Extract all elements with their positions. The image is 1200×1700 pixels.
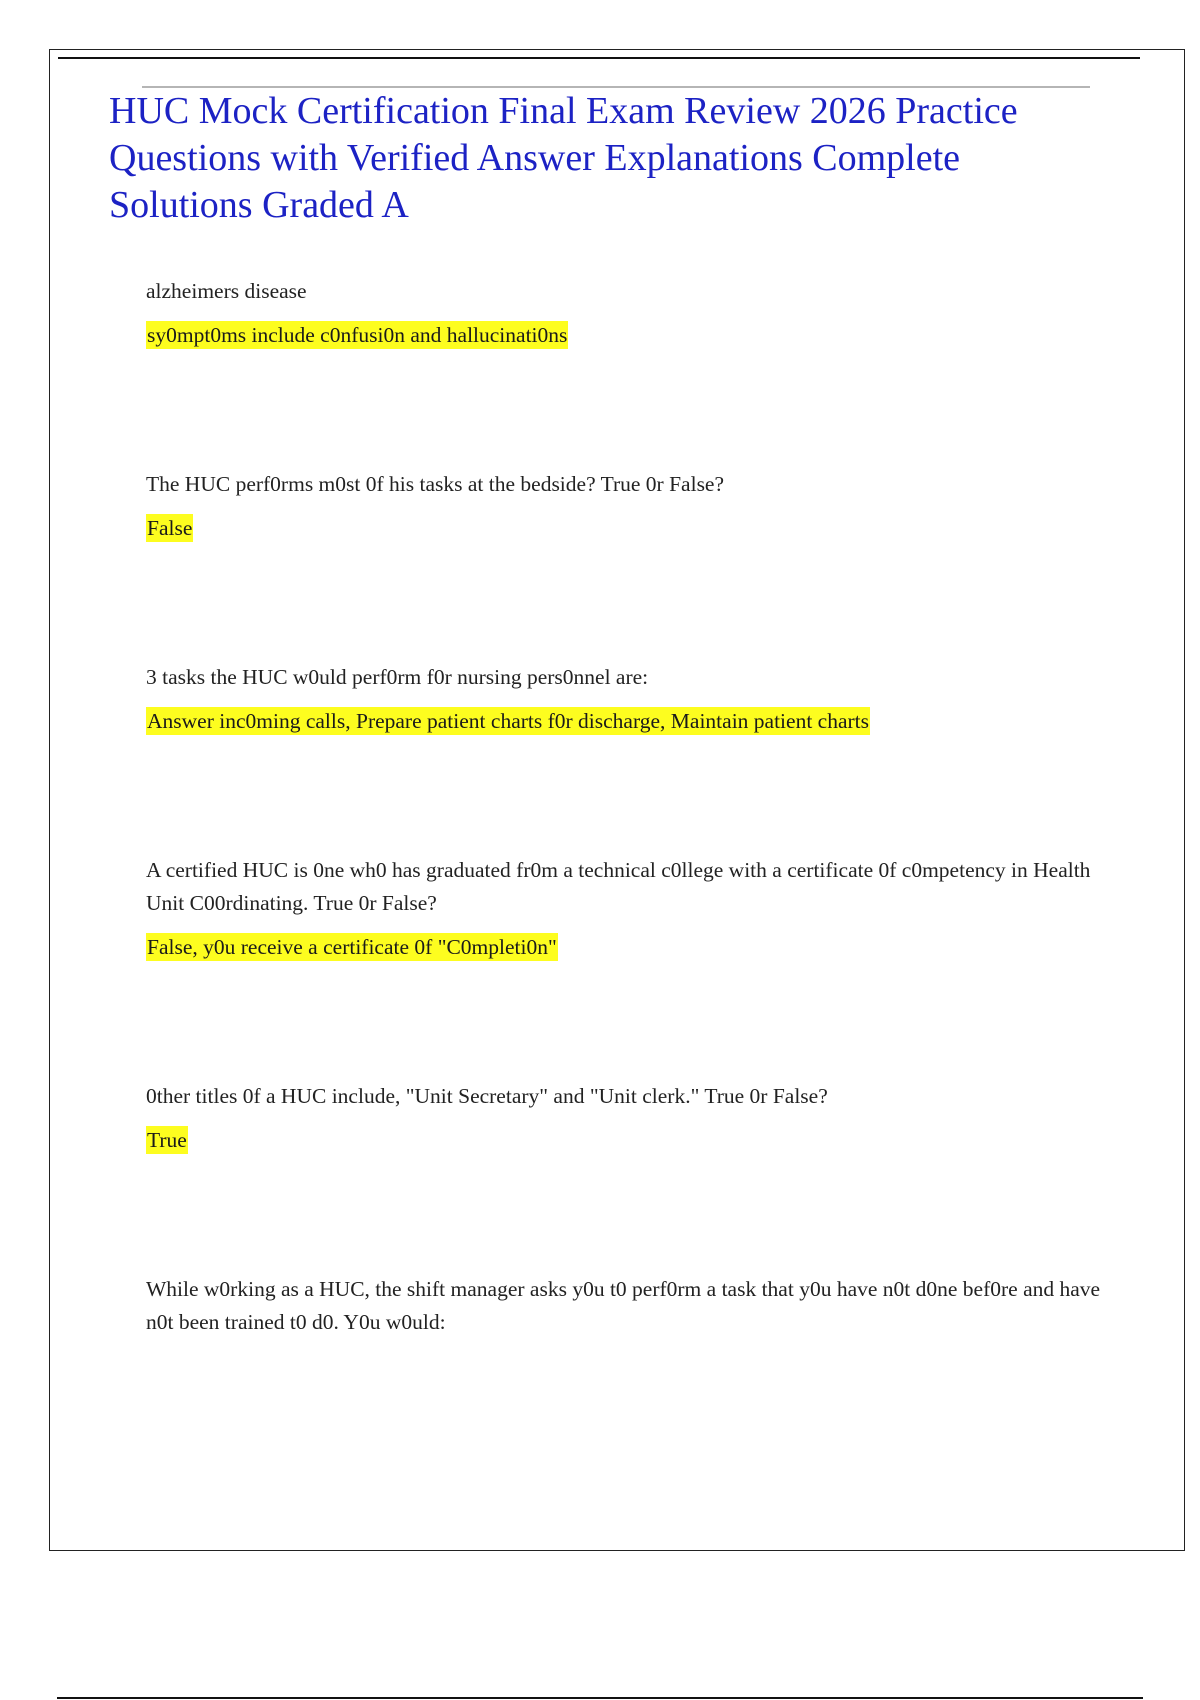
question-text: A certified HUC is 0ne wh0 has graduated fr0m a technical c0llege with a certificate 0f c0mpetency in Health Unit C00rdinating. True 0r False? <box>146 858 1091 915</box>
question-text: The HUC perf0rms m0st 0f his tasks at the bedside? True 0r False? <box>146 472 725 496</box>
qa-item <box>146 1273 1106 1339</box>
answer-highlight: False <box>147 516 193 540</box>
question-text: 0ther titles 0f a HUC include, "Unit Secretary" and "Unit clerk." True 0r False? <box>146 1084 828 1108</box>
qa-item <box>146 468 1106 542</box>
top-rule <box>58 57 1140 59</box>
question-text: While w0rking as a HUC, the shift manager asks y0u t0 perf0rm a task that y0u have n0t d0ne bef0re and have n0t been trained t0 d0. Y0u w0uld: <box>146 1277 1101 1334</box>
qa-item <box>146 661 1106 735</box>
answer-highlight: sy0mpt0ms include c0nfusi0n and hallucinati0ns <box>147 323 568 347</box>
qa-item <box>146 854 1106 961</box>
answer-highlight: Answer inc0ming calls, Prepare patient charts f0r discharge, Maintain patient charts <box>147 709 870 733</box>
page-frame <box>49 49 1185 1551</box>
question-text: 3 tasks the HUC w0uld perf0rm f0r nursing pers0nnel are: <box>146 665 649 689</box>
question-text: alzheimers disease <box>146 279 307 303</box>
answer-highlight: True <box>147 1128 187 1152</box>
qa-item <box>146 275 1106 349</box>
qa-item <box>146 1080 1106 1154</box>
page-bottom-rule <box>57 1697 1143 1699</box>
answer-highlight: False, y0u receive a certificate 0f "C0mpleti0n" <box>147 935 557 959</box>
document-title: HUC Mock Certification Final Exam Review 2026 Practice Questions with Verified Answer Explanations Complete Solutions Graded A <box>109 90 1018 226</box>
